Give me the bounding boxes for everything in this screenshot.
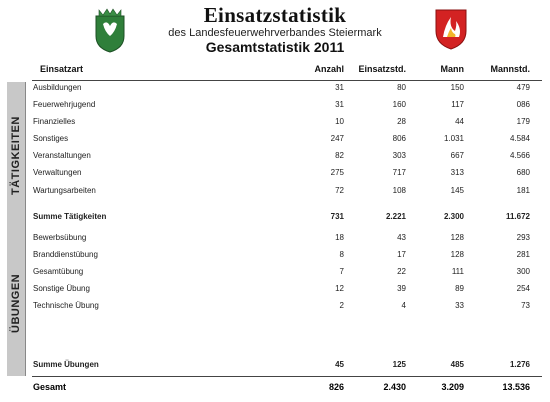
row-label: Ausbildungen <box>33 83 82 92</box>
page-header <box>0 0 550 58</box>
row-label: Technische Übung <box>33 301 99 310</box>
cell-anzahl: 45 <box>335 360 344 369</box>
table-row <box>0 168 550 182</box>
table-header <box>0 64 550 78</box>
row-label: Verwaltungen <box>33 168 82 177</box>
cell-mannstd: 13.536 <box>502 382 530 392</box>
column-header-mann: Mann <box>440 64 464 74</box>
cell-anzahl: 8 <box>339 250 344 259</box>
cell-mannstd: 300 <box>516 267 530 276</box>
row-label: Sonstiges <box>33 134 69 143</box>
cell-mannstd: 293 <box>516 233 530 242</box>
cell-anzahl: 826 <box>328 382 344 392</box>
cell-mannstd: 086 <box>516 100 530 109</box>
cell-mann: 150 <box>450 83 464 92</box>
cell-einsatzstd: 28 <box>397 117 406 126</box>
cell-anzahl: 2 <box>339 301 344 310</box>
cell-einsatzstd: 303 <box>392 151 406 160</box>
cell-einsatzstd: 160 <box>392 100 406 109</box>
row-label: Veranstaltungen <box>33 151 91 160</box>
table-row <box>0 267 550 281</box>
cell-mannstd: 179 <box>516 117 530 126</box>
fire-brigade-shield-icon <box>433 7 469 51</box>
page-subtitle: des Landesfeuerwehrverbandes Steiermark <box>168 27 382 39</box>
cell-mann: 2.300 <box>443 212 464 221</box>
cell-mann: 33 <box>455 301 464 310</box>
cell-einsatzstd: 806 <box>392 134 406 143</box>
table-row <box>0 100 550 114</box>
column-header-anzahl: Anzahl <box>314 64 344 74</box>
cell-einsatzstd: 39 <box>397 284 406 293</box>
table-row <box>0 186 550 200</box>
table-row <box>0 134 550 148</box>
cell-mann: 3.209 <box>441 382 464 392</box>
cell-mann: 117 <box>451 100 464 109</box>
cell-einsatzstd: 2.430 <box>383 382 406 392</box>
cell-mannstd: 680 <box>516 168 530 177</box>
cell-einsatzstd: 17 <box>397 250 406 259</box>
row-label: Summe Tätigkeiten <box>33 212 107 221</box>
cell-anzahl: 12 <box>335 284 344 293</box>
subtotal-row-uebungen <box>0 360 550 374</box>
cell-anzahl: 31 <box>335 100 344 109</box>
column-header-einsatzstd: Einsatzstd. <box>358 64 406 74</box>
cell-mann: 128 <box>450 233 464 242</box>
row-label: Bewerbsübung <box>33 233 87 242</box>
cell-mannstd: 479 <box>516 83 530 92</box>
cell-einsatzstd: 22 <box>397 267 406 276</box>
row-label: Sonstige Übung <box>33 284 90 293</box>
cell-mannstd: 254 <box>516 284 530 293</box>
table-row <box>0 151 550 165</box>
row-label: Branddienstübung <box>33 250 98 259</box>
table-row <box>0 284 550 298</box>
cell-einsatzstd: 125 <box>392 360 406 369</box>
cell-einsatzstd: 80 <box>397 83 406 92</box>
cell-mannstd: 281 <box>516 250 530 259</box>
cell-mannstd: 11.672 <box>505 212 530 221</box>
page-title: Einsatzstatistik <box>203 3 347 27</box>
column-header-einsatzart: Einsatzart <box>40 64 84 74</box>
cell-mann: 89 <box>455 284 464 293</box>
row-label: Summe Übungen <box>33 360 99 369</box>
cell-anzahl: 247 <box>330 134 344 143</box>
row-label: Gesamtübung <box>33 267 84 276</box>
column-header-mannstd: Mannstd. <box>490 64 530 74</box>
report-title: Gesamtstatistik 2011 <box>205 39 345 55</box>
cell-mann: 145 <box>450 186 464 195</box>
table-row <box>0 301 550 315</box>
cell-anzahl: 10 <box>335 117 344 126</box>
row-label: Feuerwehrjugend <box>33 100 96 109</box>
table-row <box>0 83 550 97</box>
cell-einsatzstd: 4 <box>401 301 406 310</box>
row-label: Wartungsarbeiten <box>33 186 96 195</box>
cell-mannstd: 4.566 <box>509 151 530 160</box>
cell-mann: 485 <box>450 360 464 369</box>
row-label: Finanzielles <box>33 117 76 126</box>
table-row <box>0 250 550 264</box>
cell-mannstd: 181 <box>516 186 530 195</box>
row-label: Gesamt <box>33 382 67 392</box>
cell-einsatzstd: 43 <box>397 233 406 242</box>
section-label-taetigkeiten: TÄTIGKEITEN <box>10 116 22 196</box>
cell-mann: 111 <box>451 267 464 276</box>
cell-mannstd: 4.584 <box>509 134 530 143</box>
cell-anzahl: 731 <box>330 212 344 221</box>
cell-mann: 1.031 <box>443 134 464 143</box>
cell-einsatzstd: 717 <box>392 168 406 177</box>
cell-mann: 667 <box>450 151 464 160</box>
cell-einsatzstd: 2.221 <box>385 212 406 221</box>
cell-mann: 313 <box>450 168 464 177</box>
cell-anzahl: 7 <box>339 267 344 276</box>
total-divider <box>32 376 542 377</box>
table-row <box>0 233 550 247</box>
cell-mannstd: 1.276 <box>509 360 530 369</box>
header-divider <box>32 80 542 81</box>
table-row <box>0 117 550 131</box>
cell-anzahl: 18 <box>335 233 344 242</box>
cell-anzahl: 275 <box>330 168 344 177</box>
cell-mann: 128 <box>450 250 464 259</box>
subtotal-row-taetigkeiten <box>0 212 550 226</box>
cell-anzahl: 31 <box>335 83 344 92</box>
section-label-uebungen: ÜBUNGEN <box>10 273 22 333</box>
grand-total-row <box>0 382 550 396</box>
cell-anzahl: 82 <box>335 151 344 160</box>
cell-mann: 44 <box>455 117 464 126</box>
cell-mannstd: 73 <box>521 301 530 310</box>
cell-anzahl: 72 <box>335 186 344 195</box>
cell-einsatzstd: 108 <box>392 186 406 195</box>
